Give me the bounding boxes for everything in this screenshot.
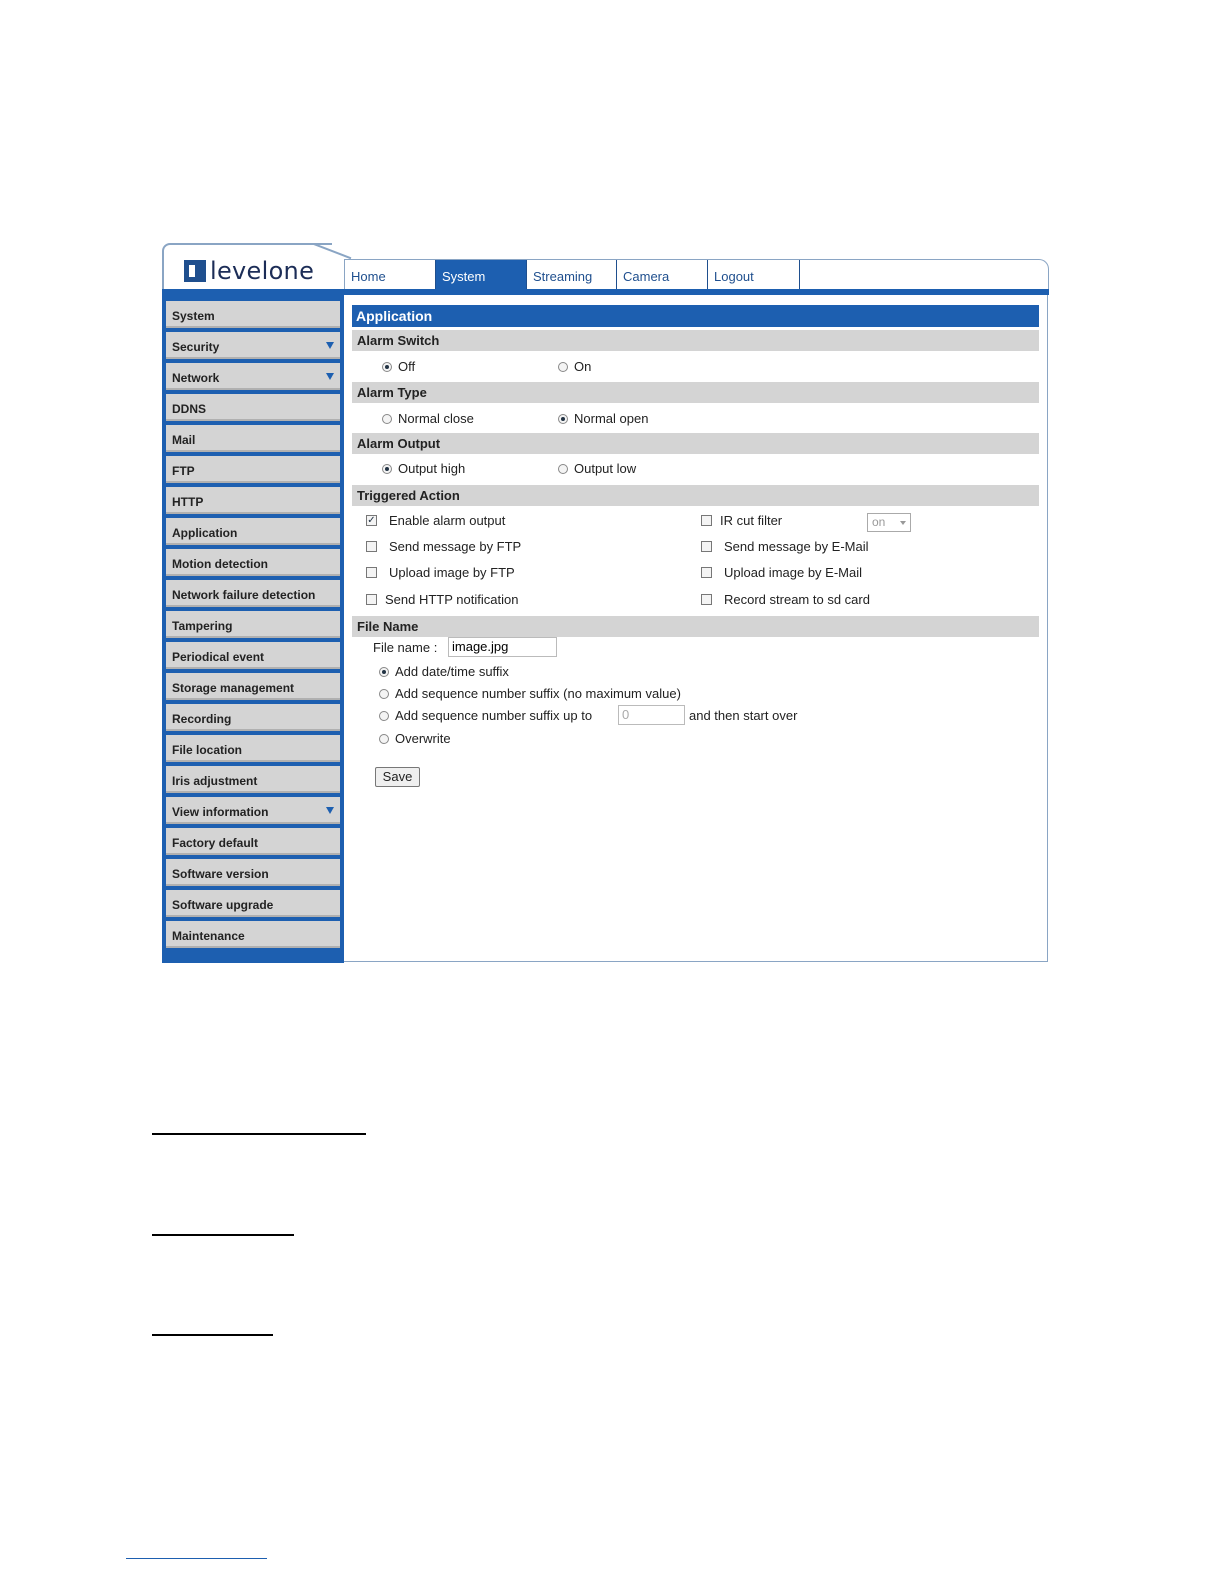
main-content bbox=[344, 295, 1048, 962]
sidebar-item-label: Iris adjustment bbox=[172, 774, 258, 788]
alarm-output-high-option[interactable] bbox=[382, 461, 465, 476]
sidebar-item-label: Recording bbox=[172, 712, 232, 726]
levelone-logo bbox=[184, 257, 314, 285]
option-label: Add sequence number suffix (no maximum value) bbox=[395, 686, 681, 701]
checkbox-icon[interactable] bbox=[701, 515, 712, 526]
radio-icon[interactable] bbox=[382, 414, 392, 424]
sidebar-item-security[interactable] bbox=[166, 332, 340, 359]
sidebar-item-label: Tampering bbox=[172, 619, 233, 633]
sidebar-item-ftp[interactable] bbox=[166, 456, 340, 483]
option-label: Normal open bbox=[574, 411, 649, 426]
ir-cut-filter-option[interactable] bbox=[701, 513, 782, 528]
sidebar-item-label: Mail bbox=[172, 433, 196, 447]
tab-streaming[interactable]: Streaming bbox=[527, 260, 617, 290]
sidebar bbox=[162, 295, 344, 963]
alarm-output-heading: Alarm Output bbox=[352, 433, 1039, 454]
checkbox-icon[interactable] bbox=[701, 567, 712, 578]
option-label: Normal close bbox=[398, 411, 474, 426]
save-button[interactable]: Save bbox=[375, 767, 420, 787]
sidebar-item-label: System bbox=[172, 309, 215, 323]
dropdown-arrow-icon bbox=[326, 807, 334, 814]
sidebar-item-label: Software upgrade bbox=[172, 898, 274, 912]
radio-icon[interactable] bbox=[558, 464, 568, 474]
send-message-email-option[interactable] bbox=[701, 539, 869, 554]
underline-rule bbox=[152, 1334, 273, 1336]
sidebar-item-label: Network failure detection bbox=[172, 588, 316, 602]
sidebar-item-tampering[interactable] bbox=[166, 611, 340, 638]
sidebar-item-label: Motion detection bbox=[172, 557, 268, 571]
sidebar-item-maintenance[interactable] bbox=[166, 921, 340, 948]
sidebar-item-label: Periodical event bbox=[172, 650, 265, 664]
sidebar-item-network[interactable] bbox=[166, 363, 340, 390]
file-name-input[interactable]: image.jpg bbox=[448, 637, 557, 657]
tab-logout[interactable]: Logout bbox=[708, 260, 800, 290]
underline-rule bbox=[152, 1234, 294, 1236]
option-label: Send message by FTP bbox=[389, 539, 522, 554]
radio-icon[interactable] bbox=[558, 362, 568, 372]
sidebar-item-label: View information bbox=[172, 805, 269, 819]
sidebar-item-system[interactable] bbox=[166, 301, 340, 328]
option-label: Upload image by FTP bbox=[389, 565, 515, 580]
option-label: Send HTTP notification bbox=[385, 592, 519, 607]
sidebar-item-file-location[interactable] bbox=[166, 735, 340, 762]
enable-alarm-output-option[interactable] bbox=[366, 513, 505, 528]
option-label: IR cut filter bbox=[720, 513, 783, 528]
alarm-switch-off-option[interactable] bbox=[382, 359, 415, 374]
send-http-notification-option[interactable] bbox=[366, 592, 518, 607]
tab-camera[interactable]: Camera bbox=[617, 260, 708, 290]
sidebar-item-label: File location bbox=[172, 743, 243, 757]
tab-system[interactable]: System bbox=[436, 260, 527, 290]
option-label: Upload image by E-Mail bbox=[724, 565, 863, 580]
checkbox-checked-icon[interactable]: ✓ bbox=[367, 515, 376, 526]
chevron-down-icon bbox=[900, 521, 906, 525]
option-label: Overwrite bbox=[395, 731, 451, 746]
alarm-type-heading: Alarm Type bbox=[352, 382, 1039, 403]
option-label: Add sequence number suffix up to bbox=[395, 708, 593, 723]
sidebar-item-label: HTTP bbox=[172, 495, 204, 509]
radio-selected-icon[interactable] bbox=[379, 667, 389, 677]
sidebar-item-factory-default[interactable] bbox=[166, 828, 340, 855]
sidebar-item-label: Storage management bbox=[172, 681, 295, 695]
sidebar-item-label: Application bbox=[172, 526, 238, 540]
underline-rule bbox=[152, 1133, 366, 1135]
checkbox-icon[interactable] bbox=[366, 541, 377, 552]
dropdown-arrow-icon bbox=[326, 342, 334, 349]
sidebar-item-label: FTP bbox=[172, 464, 195, 478]
triggered-action-heading: Triggered Action bbox=[352, 485, 1039, 506]
radio-icon[interactable] bbox=[379, 711, 389, 721]
sidebar-item-iris-adjustment[interactable] bbox=[166, 766, 340, 793]
checkbox-icon[interactable] bbox=[701, 594, 712, 605]
sidebar-item-ddns[interactable] bbox=[166, 394, 340, 421]
alarm-switch-heading: Alarm Switch bbox=[352, 330, 1039, 351]
radio-icon[interactable] bbox=[379, 734, 389, 744]
sidebar-item-periodical-event[interactable] bbox=[166, 642, 340, 669]
camera-web-ui bbox=[162, 243, 1049, 963]
option-label: Output low bbox=[574, 461, 637, 476]
option-label: Send message by E-Mail bbox=[724, 539, 869, 554]
sidebar-item-label: Network bbox=[172, 371, 220, 385]
sidebar-item-label: Maintenance bbox=[172, 929, 245, 943]
sidebar-item-motion-detection[interactable] bbox=[166, 549, 340, 576]
alarm-output-low-option[interactable] bbox=[558, 461, 636, 476]
sidebar-item-storage-management[interactable] bbox=[166, 673, 340, 700]
top-nav bbox=[344, 259, 1049, 290]
sidebar-item-software-version[interactable] bbox=[166, 859, 340, 886]
sidebar-item-application[interactable] bbox=[166, 518, 340, 545]
sidebar-item-label: DDNS bbox=[172, 402, 207, 416]
logo-mark-icon bbox=[184, 260, 206, 282]
alarm-type-normal-open-option[interactable] bbox=[558, 411, 648, 426]
logo-tab bbox=[162, 243, 332, 293]
record-stream-sd-option[interactable] bbox=[701, 592, 870, 607]
page-title: Application bbox=[352, 305, 1039, 327]
radio-selected-icon[interactable] bbox=[558, 414, 568, 424]
datetime-suffix-option[interactable] bbox=[379, 664, 509, 679]
checkbox-icon[interactable] bbox=[366, 594, 377, 605]
sidebar-item-http[interactable] bbox=[166, 487, 340, 514]
footer-rule bbox=[126, 1558, 267, 1559]
option-label: Output high bbox=[398, 461, 466, 476]
checkbox-icon[interactable] bbox=[701, 541, 712, 552]
file-name-heading: File Name bbox=[352, 616, 1039, 637]
send-message-ftp-option[interactable] bbox=[366, 539, 521, 554]
sequence-max-input[interactable]: 0 bbox=[618, 705, 685, 725]
sidebar-item-software-upgrade[interactable] bbox=[166, 890, 340, 917]
sidebar-item-label: Security bbox=[172, 340, 220, 354]
alarm-type-normal-close-option[interactable] bbox=[382, 411, 474, 426]
sequence-up-to-option[interactable] bbox=[379, 708, 592, 723]
overwrite-option[interactable] bbox=[379, 731, 451, 746]
sidebar-item-view-information[interactable] bbox=[166, 797, 340, 824]
sidebar-item-label: Factory default bbox=[172, 836, 259, 850]
sidebar-item-network-failure-detection[interactable] bbox=[166, 580, 340, 607]
tab-home[interactable]: Home bbox=[345, 260, 436, 290]
upload-image-ftp-option[interactable] bbox=[366, 565, 515, 580]
select-value: on bbox=[872, 515, 886, 529]
sidebar-item-mail[interactable] bbox=[166, 425, 340, 452]
radio-icon[interactable] bbox=[379, 689, 389, 699]
logo-text: levelone bbox=[210, 257, 315, 285]
upload-image-email-option[interactable] bbox=[701, 565, 862, 580]
radio-selected-icon[interactable] bbox=[382, 464, 392, 474]
option-label: Off bbox=[398, 359, 416, 374]
option-label: Add date/time suffix bbox=[395, 664, 509, 679]
option-label: Enable alarm output bbox=[389, 513, 506, 528]
sidebar-item-recording[interactable] bbox=[166, 704, 340, 731]
alarm-switch-on-option[interactable] bbox=[558, 359, 591, 374]
option-label: Record stream to sd card bbox=[724, 592, 870, 607]
sequence-no-max-option[interactable] bbox=[379, 686, 681, 701]
checkbox-icon[interactable] bbox=[366, 567, 377, 578]
start-over-label: and then start over bbox=[689, 708, 798, 723]
dropdown-arrow-icon bbox=[326, 373, 334, 380]
radio-selected-icon[interactable] bbox=[382, 362, 392, 372]
option-label: On bbox=[574, 359, 592, 374]
ir-cut-filter-select[interactable] bbox=[867, 513, 911, 532]
sidebar-item-label: Software version bbox=[172, 867, 269, 881]
file-name-label: File name : bbox=[373, 640, 438, 655]
